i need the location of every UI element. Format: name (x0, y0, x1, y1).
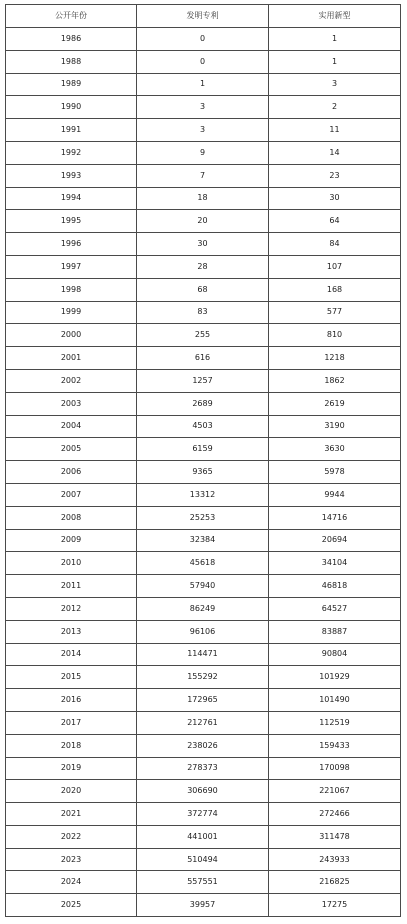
invention-patent-cell: 30 (137, 233, 269, 256)
invention-patent-cell: 3 (137, 119, 269, 142)
year-cell: 1995 (6, 210, 137, 233)
utility-model-cell: 14 (269, 141, 401, 164)
invention-patent-cell: 255 (137, 324, 269, 347)
year-cell: 1991 (6, 119, 137, 142)
year-cell: 1997 (6, 255, 137, 278)
utility-model-cell: 1218 (269, 347, 401, 370)
year-cell: 2015 (6, 666, 137, 689)
year-cell: 1988 (6, 50, 137, 73)
invention-patent-cell: 306690 (137, 780, 269, 803)
year-cell: 1993 (6, 164, 137, 187)
table-row (6, 871, 401, 894)
table-body (6, 28, 401, 917)
year-cell: 2021 (6, 803, 137, 826)
invention-patent-cell: 557551 (137, 871, 269, 894)
header-invention-patent: 发明专利 (137, 5, 269, 28)
invention-patent-cell: 2689 (137, 392, 269, 415)
invention-patent-cell: 68 (137, 278, 269, 301)
utility-model-cell: 20694 (269, 529, 401, 552)
table-row (6, 164, 401, 187)
table-row (6, 803, 401, 826)
invention-patent-cell: 18 (137, 187, 269, 210)
utility-model-cell: 3630 (269, 438, 401, 461)
utility-model-cell: 168 (269, 278, 401, 301)
year-cell: 2007 (6, 483, 137, 506)
table-row (6, 529, 401, 552)
utility-model-cell: 2 (269, 96, 401, 119)
invention-patent-cell: 9365 (137, 461, 269, 484)
invention-patent-cell: 39957 (137, 894, 269, 917)
invention-patent-cell: 212761 (137, 711, 269, 734)
year-cell: 2001 (6, 347, 137, 370)
utility-model-cell: 30 (269, 187, 401, 210)
year-cell: 2011 (6, 575, 137, 598)
year-cell: 2002 (6, 369, 137, 392)
utility-model-cell: 101929 (269, 666, 401, 689)
table-row (6, 392, 401, 415)
invention-patent-cell: 20 (137, 210, 269, 233)
utility-model-cell: 3 (269, 73, 401, 96)
table-row (6, 711, 401, 734)
invention-patent-cell: 96106 (137, 620, 269, 643)
year-cell: 2010 (6, 552, 137, 575)
table-row (6, 597, 401, 620)
utility-model-cell: 272466 (269, 803, 401, 826)
year-cell: 2024 (6, 871, 137, 894)
year-cell: 2008 (6, 506, 137, 529)
table-row (6, 119, 401, 142)
year-cell: 1986 (6, 28, 137, 51)
invention-patent-cell: 0 (137, 50, 269, 73)
utility-model-cell: 64 (269, 210, 401, 233)
year-cell: 2018 (6, 734, 137, 757)
utility-model-cell: 83887 (269, 620, 401, 643)
utility-model-cell: 810 (269, 324, 401, 347)
year-cell: 2004 (6, 415, 137, 438)
invention-patent-cell: 32384 (137, 529, 269, 552)
invention-patent-cell: 3 (137, 96, 269, 119)
year-cell: 1998 (6, 278, 137, 301)
utility-model-cell: 243933 (269, 848, 401, 871)
table-row (6, 255, 401, 278)
year-cell: 2003 (6, 392, 137, 415)
table-row (6, 301, 401, 324)
year-cell: 2013 (6, 620, 137, 643)
year-cell: 2022 (6, 825, 137, 848)
year-cell: 1994 (6, 187, 137, 210)
table-row (6, 28, 401, 51)
utility-model-cell: 9944 (269, 483, 401, 506)
utility-model-cell: 17275 (269, 894, 401, 917)
table-row (6, 96, 401, 119)
invention-patent-cell: 278373 (137, 757, 269, 780)
invention-patent-cell: 28 (137, 255, 269, 278)
year-cell: 2014 (6, 643, 137, 666)
utility-model-cell: 577 (269, 301, 401, 324)
table-row (6, 369, 401, 392)
year-cell: 2005 (6, 438, 137, 461)
table-row (6, 324, 401, 347)
year-cell: 2025 (6, 894, 137, 917)
year-cell: 2019 (6, 757, 137, 780)
invention-patent-cell: 13312 (137, 483, 269, 506)
table-row (6, 734, 401, 757)
header-utility-model: 实用新型 (269, 5, 401, 28)
table-row (6, 620, 401, 643)
invention-patent-cell: 441001 (137, 825, 269, 848)
year-cell: 2023 (6, 848, 137, 871)
table-row (6, 187, 401, 210)
table-row (6, 210, 401, 233)
invention-patent-cell: 616 (137, 347, 269, 370)
invention-patent-cell: 114471 (137, 643, 269, 666)
table-row (6, 825, 401, 848)
invention-patent-cell: 4503 (137, 415, 269, 438)
patent-table (5, 4, 401, 917)
table-row (6, 666, 401, 689)
year-cell: 1990 (6, 96, 137, 119)
year-cell: 2006 (6, 461, 137, 484)
invention-patent-cell: 0 (137, 28, 269, 51)
utility-model-cell: 84 (269, 233, 401, 256)
invention-patent-cell: 372774 (137, 803, 269, 826)
invention-patent-cell: 25253 (137, 506, 269, 529)
utility-model-cell: 46818 (269, 575, 401, 598)
invention-patent-cell: 1257 (137, 369, 269, 392)
year-cell: 1999 (6, 301, 137, 324)
invention-patent-cell: 57940 (137, 575, 269, 598)
table-row (6, 50, 401, 73)
table-row (6, 757, 401, 780)
utility-model-cell: 11 (269, 119, 401, 142)
invention-patent-cell: 6159 (137, 438, 269, 461)
table-row (6, 233, 401, 256)
table-row (6, 73, 401, 96)
invention-patent-cell: 7 (137, 164, 269, 187)
invention-patent-cell: 9 (137, 141, 269, 164)
utility-model-cell: 221067 (269, 780, 401, 803)
invention-patent-cell: 1 (137, 73, 269, 96)
invention-patent-cell: 172965 (137, 689, 269, 712)
table-row (6, 552, 401, 575)
invention-patent-cell: 83 (137, 301, 269, 324)
table-row (6, 506, 401, 529)
header-row (6, 5, 401, 28)
utility-model-cell: 2619 (269, 392, 401, 415)
utility-model-cell: 64527 (269, 597, 401, 620)
table-row (6, 689, 401, 712)
utility-model-cell: 14716 (269, 506, 401, 529)
year-cell: 1992 (6, 141, 137, 164)
table-row (6, 483, 401, 506)
table-row (6, 415, 401, 438)
invention-patent-cell: 510494 (137, 848, 269, 871)
table-row (6, 643, 401, 666)
table-row (6, 347, 401, 370)
table-row (6, 278, 401, 301)
utility-model-cell: 34104 (269, 552, 401, 575)
utility-model-cell: 1 (269, 28, 401, 51)
utility-model-cell: 101490 (269, 689, 401, 712)
utility-model-cell: 1862 (269, 369, 401, 392)
year-cell: 2020 (6, 780, 137, 803)
table-row (6, 438, 401, 461)
invention-patent-cell: 86249 (137, 597, 269, 620)
utility-model-cell: 23 (269, 164, 401, 187)
table-row (6, 780, 401, 803)
invention-patent-cell: 155292 (137, 666, 269, 689)
year-cell: 2016 (6, 689, 137, 712)
utility-model-cell: 3190 (269, 415, 401, 438)
year-cell: 2012 (6, 597, 137, 620)
utility-model-cell: 311478 (269, 825, 401, 848)
year-cell: 1989 (6, 73, 137, 96)
table-row (6, 575, 401, 598)
header-year: 公开年份 (6, 5, 137, 28)
table-row (6, 141, 401, 164)
utility-model-cell: 170098 (269, 757, 401, 780)
table-row (6, 461, 401, 484)
utility-model-cell: 112519 (269, 711, 401, 734)
utility-model-cell: 159433 (269, 734, 401, 757)
utility-model-cell: 1 (269, 50, 401, 73)
table-row (6, 848, 401, 871)
table-row (6, 894, 401, 917)
year-cell: 1996 (6, 233, 137, 256)
utility-model-cell: 90804 (269, 643, 401, 666)
table-header (6, 5, 401, 28)
invention-patent-cell: 45618 (137, 552, 269, 575)
utility-model-cell: 216825 (269, 871, 401, 894)
invention-patent-cell: 238026 (137, 734, 269, 757)
year-cell: 2009 (6, 529, 137, 552)
year-cell: 2017 (6, 711, 137, 734)
utility-model-cell: 107 (269, 255, 401, 278)
utility-model-cell: 5978 (269, 461, 401, 484)
year-cell: 2000 (6, 324, 137, 347)
